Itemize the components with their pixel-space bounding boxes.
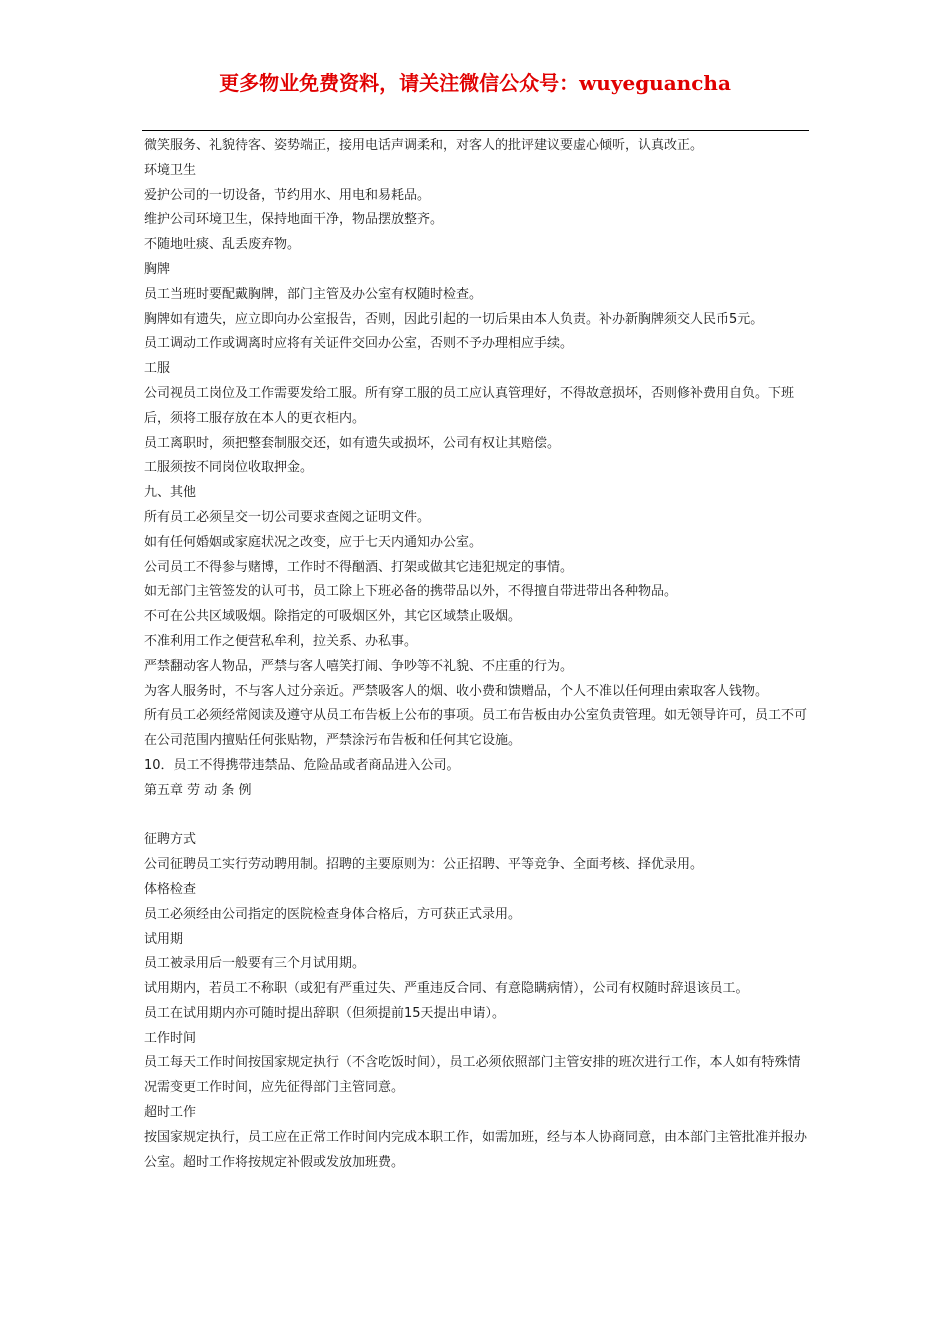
paragraph: 所有员工必须呈交一切公司要求查阅之证明文件。 [144,509,431,525]
paragraph: 10．员工不得携带违禁品、危险品或者商品进入公司。 [144,757,460,773]
paragraph: 工服须按不同岗位收取押金。 [144,460,314,476]
paragraph: 公司员工不得参与赌博，工作时不得酗酒、打架或做其它违犯规定的事情。 [144,559,574,575]
section-heading-probation: 试用期 [144,931,184,947]
paragraph: 如无部门主管签发的认可书，员工除上下班必备的携带品以外，不得擅自带进带出各种物品。 [144,584,678,600]
section-heading-environment: 环境卫生 [144,162,197,178]
paragraph: 如有任何婚姻或家庭状况之改变，应于七天内通知办公室。 [144,534,483,550]
paragraph: 维护公司环境卫生，保持地面干净，物品摆放整齐。 [144,212,444,228]
paragraph: 爱护公司的一切设备，节约用水、用电和易耗品。 [144,187,431,203]
section-heading-working-hours: 工作时间 [144,1030,197,1046]
paragraph: 不可在公共区域吸烟。除指定的可吸烟区外，其它区域禁止吸烟。 [144,609,522,625]
paragraph: 胸牌如有遗失，应立即向办公室报告，否则，因此引起的一切后果由本人负责。补办新胸牌须交人民币5元。 [144,311,764,327]
header-banner: 更多物业免费资料，请关注微信公众号：wuyeguancha [219,71,731,95]
paragraph: 按国家规定执行，员工应在正常工作时间内完成本职工作，如需加班，经与本人协商同意，由本部门主管批准并报办公室。超时工作将按规定补假或发放加班费。 [144,1129,808,1170]
paragraph: 为客人服务时，不与客人过分亲近。严禁吸客人的烟、收小费和馈赠品，个人不准以任何理由索取客人钱物。 [144,683,769,699]
section-heading-medical: 体格检查 [144,881,197,897]
section-heading-overtime: 超时工作 [144,1105,197,1121]
blank-line [144,804,810,829]
paragraph: 员工调动工作或调离时应将有关证件交回办公室，否则不予办理相应手续。 [144,336,574,352]
paragraph: 试用期内，若员工不称职（或犯有严重过失、严重违反合同、有意隐瞒病情），公司有权随时辞退该员工。 [144,981,749,997]
section-heading-recruitment: 征聘方式 [144,832,197,848]
paragraph: 员工在试用期内亦可随时提出辞职（但须提前15天提出申请）。 [144,1005,506,1021]
document-body [144,134,810,1175]
paragraph: 所有员工必须经常阅读及遵守从员工布告板上公布的事项。员工布告板由办公室负责管理。如无领导许可，员工不可在公司范围内擅贴任何张贴物，严禁涂污布告板和任何其它设施。 [144,708,808,749]
paragraph: 公司视员工岗位及工作需要发给工服。所有穿工服的员工应认真管理好，不得故意损坏，否则修补费用自负。下班后，须将工服存放在本人的更衣柜内。 [144,385,795,426]
header-divider [142,130,809,131]
paragraph: 员工离职时，须把整套制服交还，如有遗失或损坏，公司有权让其赔偿。 [144,435,561,451]
section-heading-badge: 胸牌 [144,261,171,277]
paragraph: 员工必须经由公司指定的医院检查身体合格后，方可获正式录用。 [144,906,522,922]
paragraph: 员工当班时要配戴胸牌，部门主管及办公室有权随时检查。 [144,286,483,302]
paragraph: 微笑服务、礼貌待客、姿势端正，接用电话声调柔和，对客人的批评建议要虚心倾听，认真改正。 [144,138,704,153]
section-heading-other: 九、其他 [144,485,197,501]
paragraph: 不随地吐痰、乱丢废弃物。 [144,237,301,253]
paragraph: 严禁翻动客人物品，严禁与客人嘻笑打闹、争吵等不礼貌、不庄重的行为。 [144,658,574,674]
section-heading-uniform: 工服 [144,361,171,377]
paragraph: 不准利用工作之便营私牟利，拉关系、办私事。 [144,633,418,649]
paragraph: 员工被录用后一般要有三个月试用期。 [144,956,366,972]
paragraph: 员工每天工作时间按国家规定执行（不含吃饭时间），员工必须依照部门主管安排的班次进行工作，本人如有特殊情况需变更工作时间，应先征得部门主管同意。 [144,1055,801,1096]
chapter-heading: 第五章 劳 动 条 例 [144,782,252,798]
paragraph: 公司征聘员工实行劳动聘用制。招聘的主要原则为：公正招聘、平等竞争、全面考核、择优录用。 [144,857,704,873]
